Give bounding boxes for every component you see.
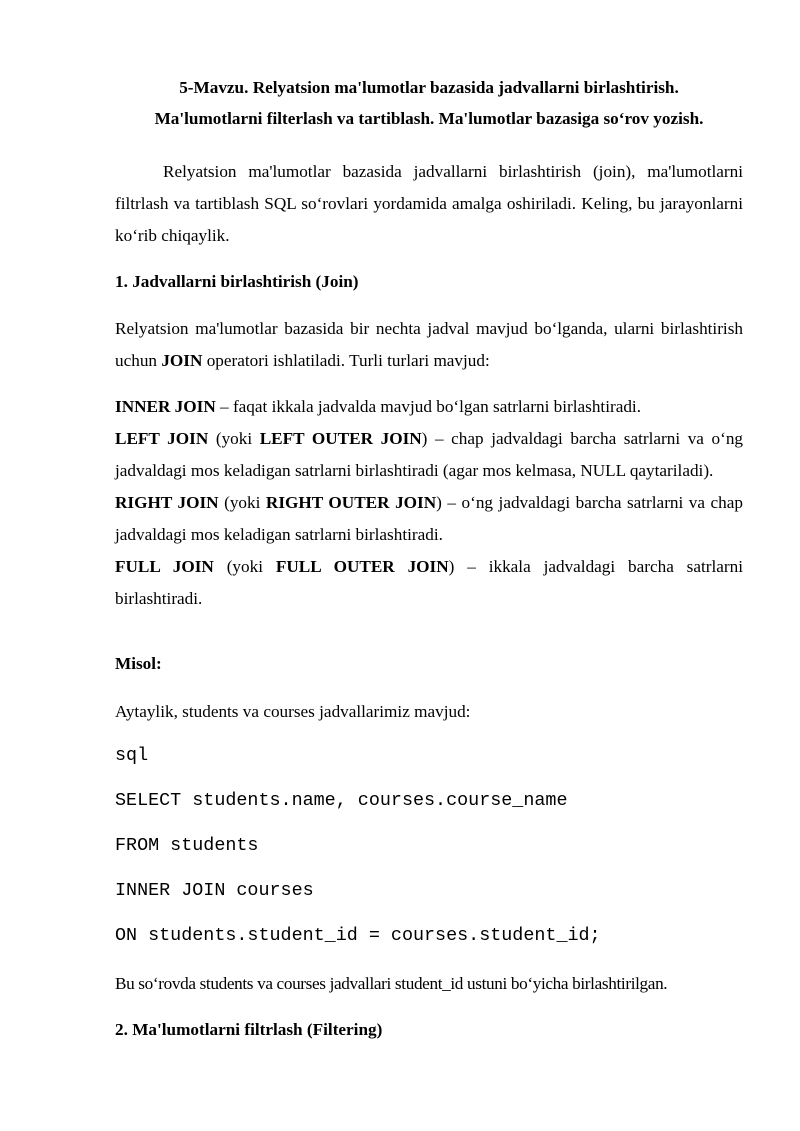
join-type-alt-prefix: (yoki [208, 429, 260, 448]
document-title [115, 72, 743, 134]
join-type-item [115, 487, 743, 551]
title-line-2: Ma'lumotlarni filterlash va tartiblash. Ma'lumotlar bazasiga so‘rov yozish. [154, 109, 704, 128]
code-line: SELECT students.name, courses.course_name [115, 790, 568, 811]
join-type-alt-prefix: (yoki [213, 557, 276, 576]
join-type-alt-name: FULL OUTER JOIN [275, 557, 449, 576]
code-line: INNER JOIN courses [115, 880, 314, 901]
join-operator-paragraph [115, 313, 743, 377]
join-type-description: – ikkala jadvaldagi barcha satrlarni birlashtiradi. [115, 557, 743, 608]
example-note: Bu so‘rovda students va courses jadvallari student_id ustuni bo‘yicha birlashtirilgan. [115, 974, 668, 993]
join-paragraph-text-after: operatori ishlatiladi. Turli turlari mavjud: [202, 351, 490, 370]
code-line: FROM students [115, 835, 259, 856]
join-paragraph-text-before: Relyatsion ma'lumotlar bazasida bir nechta jadval mavjud bo‘lganda, ularni birlashtirish uchun [115, 319, 743, 370]
join-type-alt-name: LEFT OUTER JOIN [259, 429, 422, 448]
join-type-description: – faqat ikkala jadvalda mavjud bo‘lgan satrlarni birlashtiradi. [215, 397, 641, 416]
join-keyword: JOIN [161, 351, 203, 370]
join-type-alt-suffix: ) [421, 429, 428, 448]
join-type-item [115, 551, 743, 615]
join-type-alt-suffix: ) [436, 493, 442, 512]
code-language-label: sql [115, 745, 149, 766]
code-line: ON students.student_id = courses.student_id; [115, 925, 601, 946]
join-type-name: INNER JOIN [115, 397, 216, 416]
join-type-name: RIGHT JOIN [115, 493, 219, 512]
example-intro: Aytaylik, students va courses jadvallarimiz mavjud: [115, 702, 471, 721]
section-2-heading: 2. Ma'lumotlarni filtrlash (Filtering) [115, 1020, 383, 1039]
join-type-alt-name: RIGHT OUTER JOIN [265, 493, 437, 512]
join-type-description: – chap jadvaldagi barcha satrlarni va o‘ng jadvaldagi mos keladigan satrlarni birlashtiradi (agar mos kelmasa, NULL qaytariladi). [115, 429, 744, 480]
join-type-name: LEFT JOIN [115, 429, 209, 448]
join-type-item [115, 423, 743, 487]
join-type-description: – o‘ng jadvaldagi barcha satrlarni va chap jadvaldagi mos keladigan satrlarni birlashtiradi. [115, 493, 743, 544]
join-type-alt-suffix: ) [448, 557, 455, 576]
join-types-list [115, 391, 743, 615]
example-label: Misol: [115, 654, 162, 673]
join-type-item [115, 391, 743, 423]
join-type-name: FULL JOIN [115, 557, 214, 576]
title-line-1: 5-Mavzu. Relyatsion ma'lumotlar bazasida jadvallarni birlashtirish. [179, 78, 679, 97]
join-type-alt-prefix: (yoki [218, 493, 266, 512]
section-1-heading: 1. Jadvallarni birlashtirish (Join) [115, 272, 359, 291]
intro-paragraph: Relyatsion ma'lumotlar bazasida jadvallarni birlashtirish (join), ma'lumotlarni filtrlash va tartiblash SQL so‘rovlari yordamida amalga oshiriladi. Keling, bu jarayonlarni ko‘rib chiqaylik. [115, 162, 743, 245]
